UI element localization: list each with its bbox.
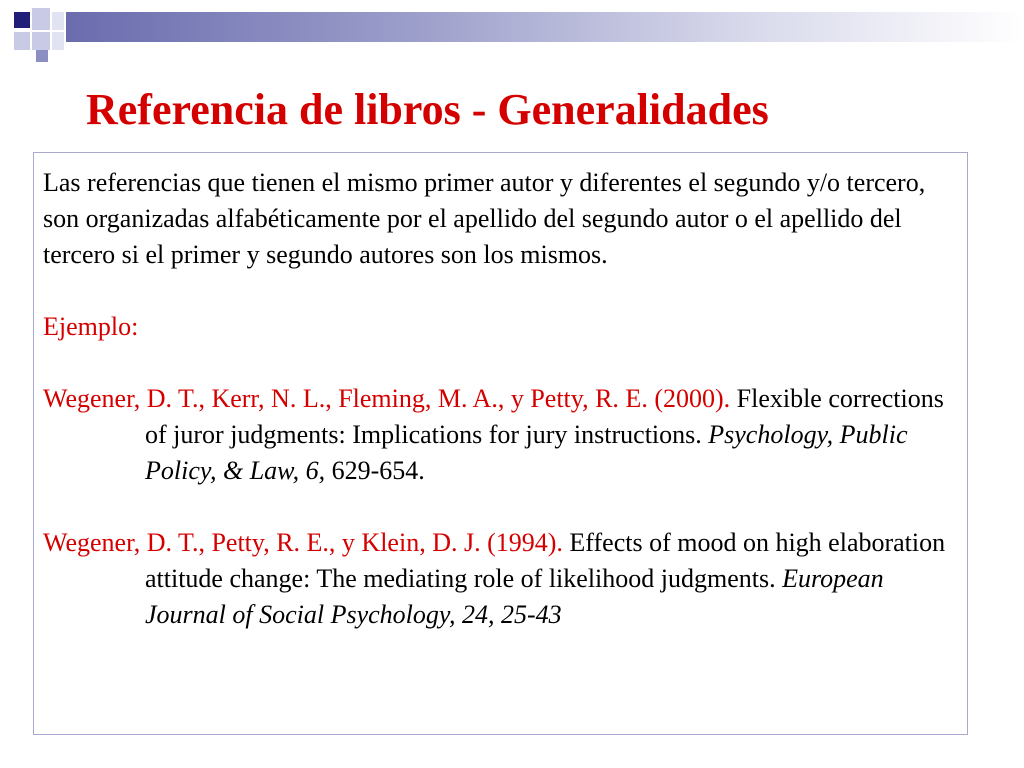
reference-authors: Wegener, D. T., Kerr, N. L., Fleming, M. A., y Petty, R. E. (2000). [43,384,731,413]
example-label: Ejemplo: [43,312,139,341]
decor-square [32,32,50,50]
slide-body [43,165,963,633]
decor-square [52,32,64,50]
reference-title: Flexible corrections of juror judgments: Implications for jury instructions. [145,384,944,449]
decor-square [14,12,30,28]
reference-authors: Wegener, D. T., Petty, R. E., y Klein, D. J. (1994). [43,528,563,557]
decor-square [36,50,48,62]
reference-entry [43,381,963,489]
reference-pages: 629-654. [325,456,425,485]
decor-square [14,32,30,50]
reference-entry [43,525,963,633]
decor-square [52,12,64,30]
slide-title: Referencia de libros - Generalidades [86,85,769,134]
reference-source: Psychology, Public Policy, & Law, 6, [145,420,908,485]
reference-title: Effects of mood on high elaboration attitude change: The mediating role of likelihood judgments. [145,528,946,593]
decor-square [32,8,50,30]
header-gradient-bar [66,12,1024,42]
intro-paragraph: Las referencias que tienen el mismo primer autor y diferentes el segundo y/o tercero, son organizadas alfabéticamente por el apellido del segundo autor o el apellido del tercero si el primer y segundo autores son los mismos. [43,168,926,269]
reference-source: European Journal of Social Psychology, 24, 25-43 [145,564,884,629]
